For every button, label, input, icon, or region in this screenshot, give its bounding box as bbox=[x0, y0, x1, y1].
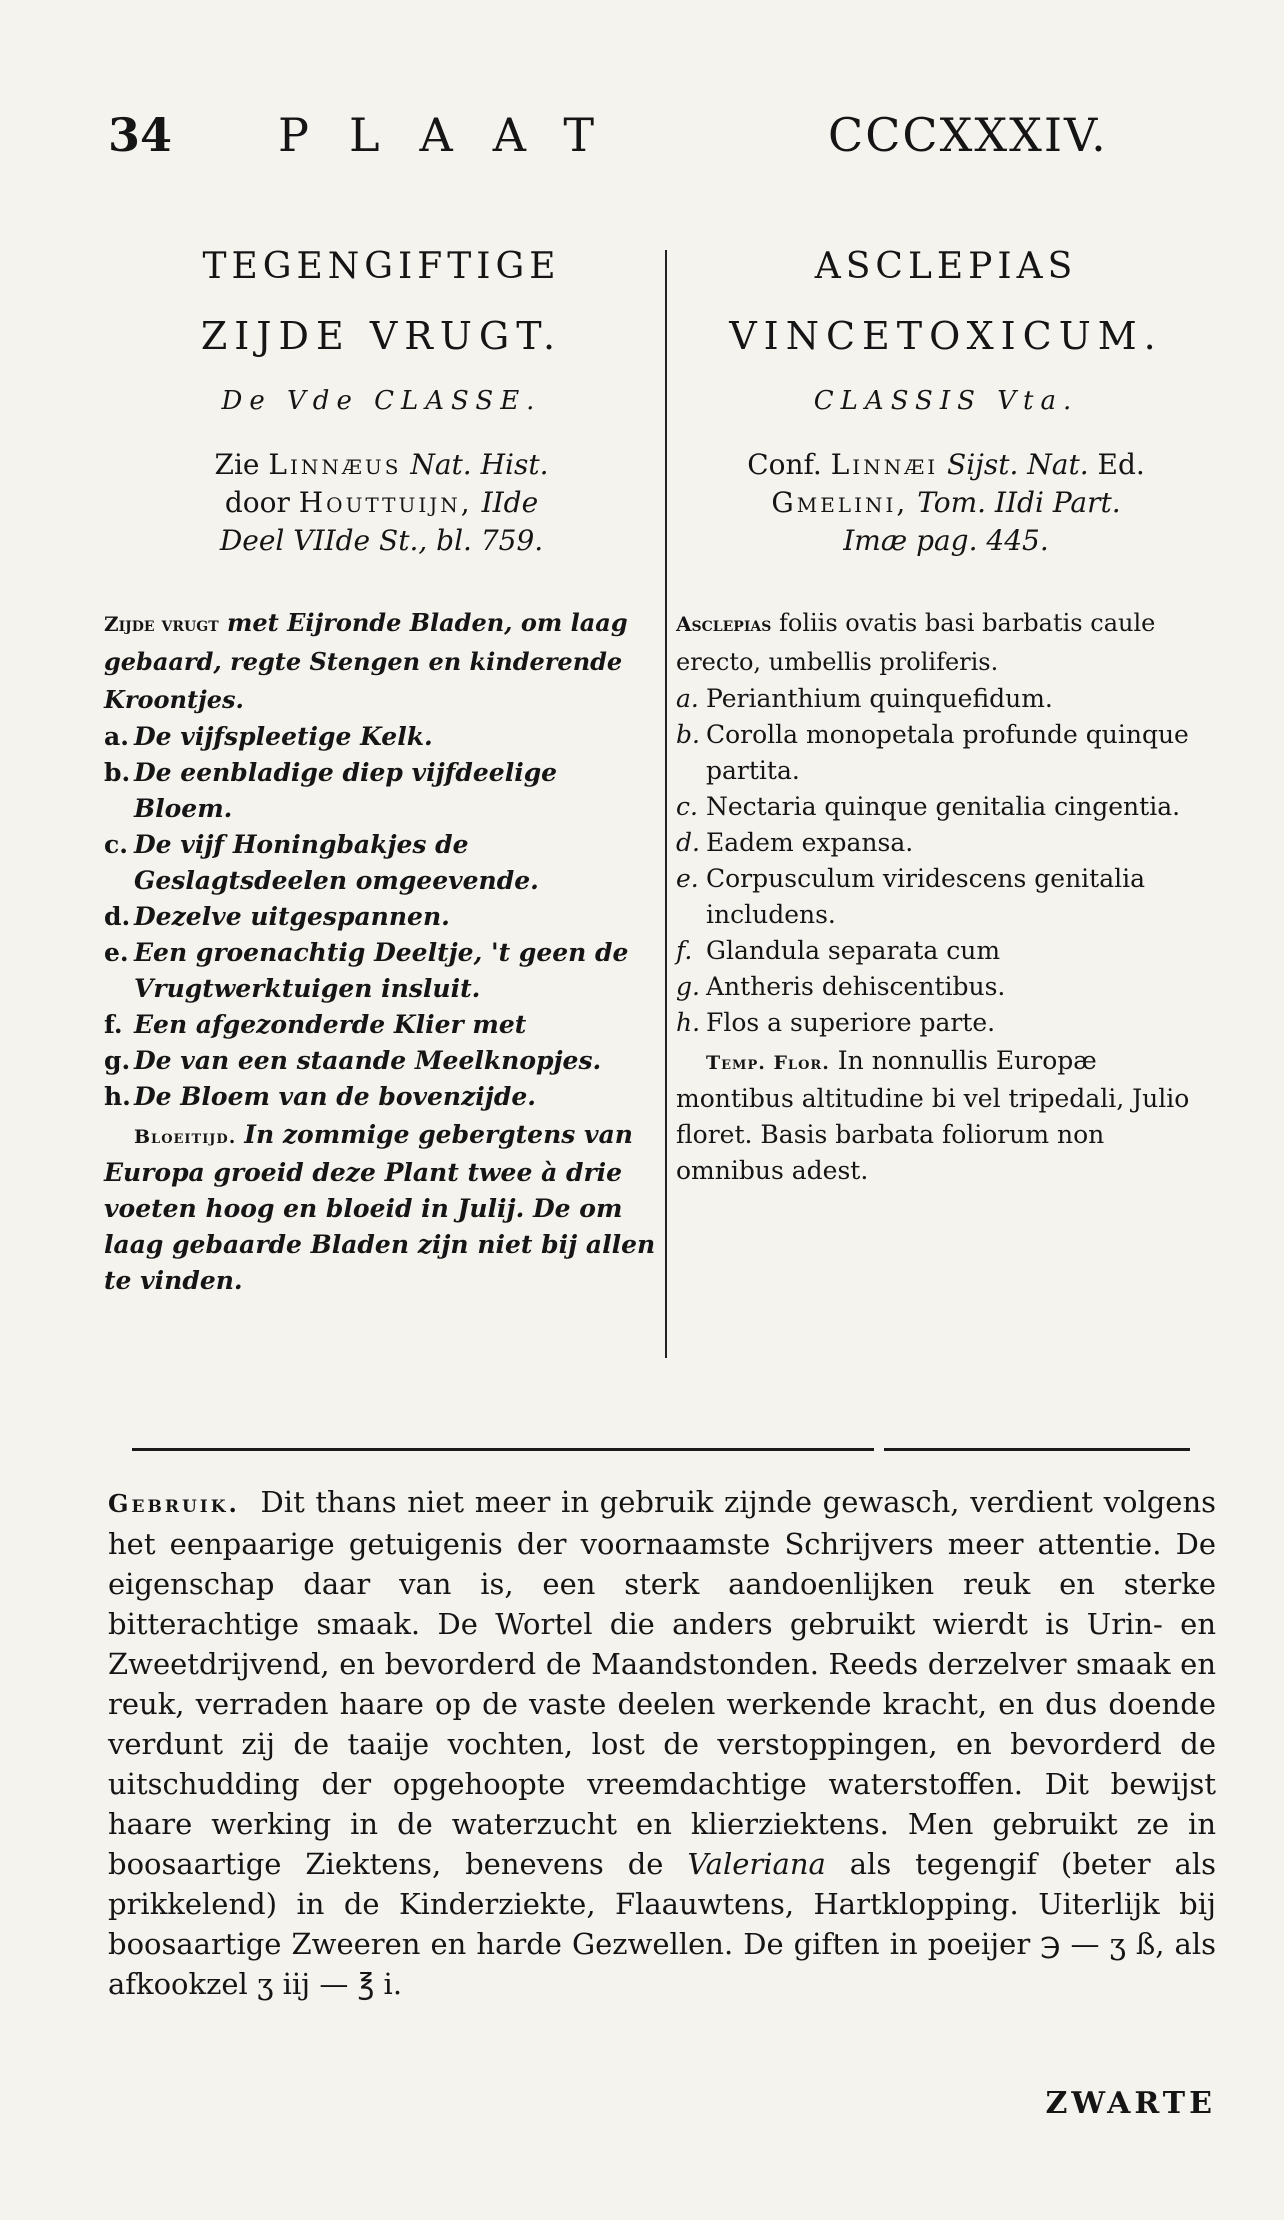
latin-ref-line2 bbox=[676, 484, 1216, 522]
item-letter: g. bbox=[676, 972, 700, 1001]
ref-page: Imæ pag. 445. bbox=[843, 524, 1049, 557]
item-text: Een groenachtig Deeltje, 't geen de Vrugtwerktuigen insluit. bbox=[134, 938, 629, 1003]
list-item bbox=[676, 969, 1216, 1005]
list-item bbox=[104, 719, 659, 755]
ref-part: Tom. IIdi Part. bbox=[917, 486, 1121, 519]
flowering-lead: Temp. Flor. bbox=[706, 1052, 830, 1074]
item-letter: b. bbox=[104, 758, 131, 787]
latin-ref-line1 bbox=[676, 446, 1216, 484]
item-text: Flos a superiore parte. bbox=[706, 1008, 996, 1037]
dutch-ref-line3 bbox=[104, 522, 659, 560]
ref-work: Nat. Hist. bbox=[410, 448, 549, 481]
list-item bbox=[676, 681, 1216, 717]
list-item bbox=[104, 827, 659, 899]
item-text: Nectaria quinque genitalia cingentia. bbox=[706, 792, 1181, 821]
item-letter: d. bbox=[104, 902, 131, 931]
item-letter: g. bbox=[104, 1046, 131, 1075]
item-letter: f. bbox=[104, 1010, 123, 1039]
item-letter: b. bbox=[676, 720, 700, 749]
latin-reference bbox=[676, 446, 1216, 560]
usage-text-part2: als tegengif (beter als prikkelend) in de Kinderziekte, Flaauwtens, Hartklopping. Uiterlijk bij boosaartige Zweeren en harde Gezwellen. De giften in poeijer ℈ — ʒ ß, als afkookzel ʒ iij — ℥ i. bbox=[108, 1847, 1217, 2001]
flowering-lead: Bloeitijd. bbox=[134, 1126, 237, 1148]
usage-paragraph bbox=[108, 1482, 1216, 2004]
dutch-flowering-time bbox=[104, 1117, 659, 1299]
item-text: Corolla monopetala profunde quinque partita. bbox=[706, 720, 1189, 785]
section-rule-right bbox=[884, 1448, 1190, 1451]
dutch-title-line2: ZIJDE VRUGT. bbox=[200, 314, 563, 358]
ref-author: Linnæi bbox=[830, 448, 939, 481]
item-text: Perianthium quinquefidum. bbox=[706, 684, 1053, 713]
item-text: De eenbladige diep vijfdeelige Bloem. bbox=[134, 758, 558, 823]
ref-part: IIde bbox=[481, 486, 539, 519]
item-text: Een afgezonderde Klier met bbox=[134, 1010, 527, 1039]
item-text: Glandula separata cum bbox=[706, 936, 1001, 965]
item-letter: c. bbox=[676, 792, 698, 821]
dutch-title-line1: TEGENGIFTIGE bbox=[202, 246, 561, 287]
item-text: Dezelve uitgespannen. bbox=[134, 902, 450, 931]
list-item bbox=[676, 825, 1216, 861]
latin-title-line2: VINCETOXICUM. bbox=[729, 314, 1163, 358]
list-item bbox=[676, 933, 1216, 969]
usage-lead: Gebruik. bbox=[108, 1489, 240, 1518]
list-item bbox=[676, 861, 1216, 933]
item-text: Antheris dehiscentibus. bbox=[706, 972, 1006, 1001]
ref-work: Sijst. Nat. bbox=[947, 448, 1089, 481]
latin-figure-list bbox=[676, 681, 1216, 1041]
plate-numeral: CCCXXXIV. bbox=[828, 108, 1108, 162]
ref-pre: Conf. bbox=[747, 448, 822, 481]
description-lead: Zijde vrugt bbox=[104, 612, 219, 636]
list-item bbox=[104, 899, 659, 935]
item-letter: f. bbox=[676, 936, 693, 965]
ref-volume: Deel VIIde St., bl. 759. bbox=[219, 524, 544, 557]
catchword: ZWARTE bbox=[1045, 2086, 1216, 2121]
latin-description bbox=[676, 604, 1216, 681]
latin-class-line: CLASSIS Vta. bbox=[813, 386, 1079, 416]
item-text: De Bloem van de bovenzijde. bbox=[134, 1082, 536, 1111]
list-item bbox=[676, 789, 1216, 825]
item-text: De vijf Honingbakjes de Geslagtsdeelen omgeevende. bbox=[134, 830, 539, 895]
list-item bbox=[104, 1043, 659, 1079]
dutch-figure-list bbox=[104, 719, 659, 1115]
item-text: Corpusculum viridescens genitalia includens. bbox=[706, 864, 1146, 929]
dutch-ref-line2 bbox=[104, 484, 659, 522]
item-letter: a. bbox=[104, 722, 129, 751]
description-text: foliis ovatis basi barbatis caule erecto, umbellis proliferis. bbox=[676, 609, 1156, 676]
ref-pre: Zie bbox=[214, 448, 260, 481]
dutch-ref-line1 bbox=[104, 446, 659, 484]
dutch-reference bbox=[104, 446, 659, 560]
flowering-text: In zommige gebergtens van Europa groeid deze Plant twee à drie voeten hoog en bloeid in Julij. De om laag gebaarde Bladen zijn niet bij allen te vinden. bbox=[104, 1120, 656, 1295]
item-letter: d. bbox=[676, 828, 700, 857]
page-number: 34 bbox=[108, 108, 173, 162]
list-item bbox=[104, 1007, 659, 1043]
ref-edition: Ed. bbox=[1097, 448, 1145, 481]
running-head bbox=[108, 108, 1168, 168]
usage-text-part1: Dit thans niet meer in gebruik zijnde gewasch, verdient volgens het eenpaarige getuigenis der voornaamste Schrijvers meer attentie. De eigenschap daar van is, een sterk aandoenlijken reuk en sterke bitterachtige smaak. De Wortel die anders gebruikt wierdt is Urin- en Zweetdrijvend, en bevorderd de Maandstonden. Reeds derzelver smaak en reuk, verraden haare op de vaste deelen werkende kracht, en dus doende verdunt zij de taaije vochten, lost de verstoppingen, en bevorderd de uitschudding der opgehoopte vreemdachtige waterstoffen. Dit bewijst haare werking in de waterzucht en klierziektens. Men gebruikt ze in boosaartige Ziektens, benevens de bbox=[108, 1485, 1217, 1881]
item-letter: e. bbox=[676, 864, 699, 893]
list-item bbox=[676, 1005, 1216, 1041]
dutch-column bbox=[104, 236, 659, 1299]
column-divider bbox=[665, 250, 667, 1358]
list-item bbox=[104, 935, 659, 1007]
usage-italic-term: Valeriana bbox=[687, 1847, 826, 1881]
latin-column bbox=[676, 236, 1216, 1189]
ref-author: Houttuijn, bbox=[298, 486, 473, 519]
dutch-class-line: De Vde CLASSE. bbox=[221, 386, 542, 416]
dutch-description bbox=[104, 604, 659, 719]
latin-ref-line3 bbox=[676, 522, 1216, 560]
item-letter: e. bbox=[104, 938, 129, 967]
item-letter: c. bbox=[104, 830, 128, 859]
latin-flowering-time bbox=[676, 1043, 1216, 1189]
ref-author: Gmelini, bbox=[771, 486, 909, 519]
description-lead: Asclepias bbox=[676, 612, 772, 636]
item-text: De vijfspleetige Kelk. bbox=[134, 722, 433, 751]
item-letter: a. bbox=[676, 684, 699, 713]
item-text: Eadem expansa. bbox=[706, 828, 914, 857]
section-rule-left bbox=[132, 1448, 874, 1451]
plate-label: PLAAT bbox=[278, 108, 635, 162]
ref-pre: door bbox=[224, 486, 290, 519]
item-text: De van een staande Meelknopjes. bbox=[134, 1046, 602, 1075]
description-text: met Eijronde Bladen, om laag gebaard, regte Stengen en kinderende Kroontjes. bbox=[104, 608, 628, 714]
list-item bbox=[676, 717, 1216, 789]
flowering-text: In nonnullis Europæ montibus altitudine bi vel tripedali, Julio floret. Basis barbata foliorum non omnibus adest. bbox=[676, 1046, 1190, 1185]
item-letter: h. bbox=[676, 1008, 701, 1037]
list-item bbox=[104, 755, 659, 827]
list-item bbox=[104, 1079, 659, 1115]
ref-author: Linnæus bbox=[268, 448, 402, 481]
item-letter: h. bbox=[104, 1082, 131, 1111]
latin-title-line1: ASCLEPIAS bbox=[814, 246, 1078, 287]
